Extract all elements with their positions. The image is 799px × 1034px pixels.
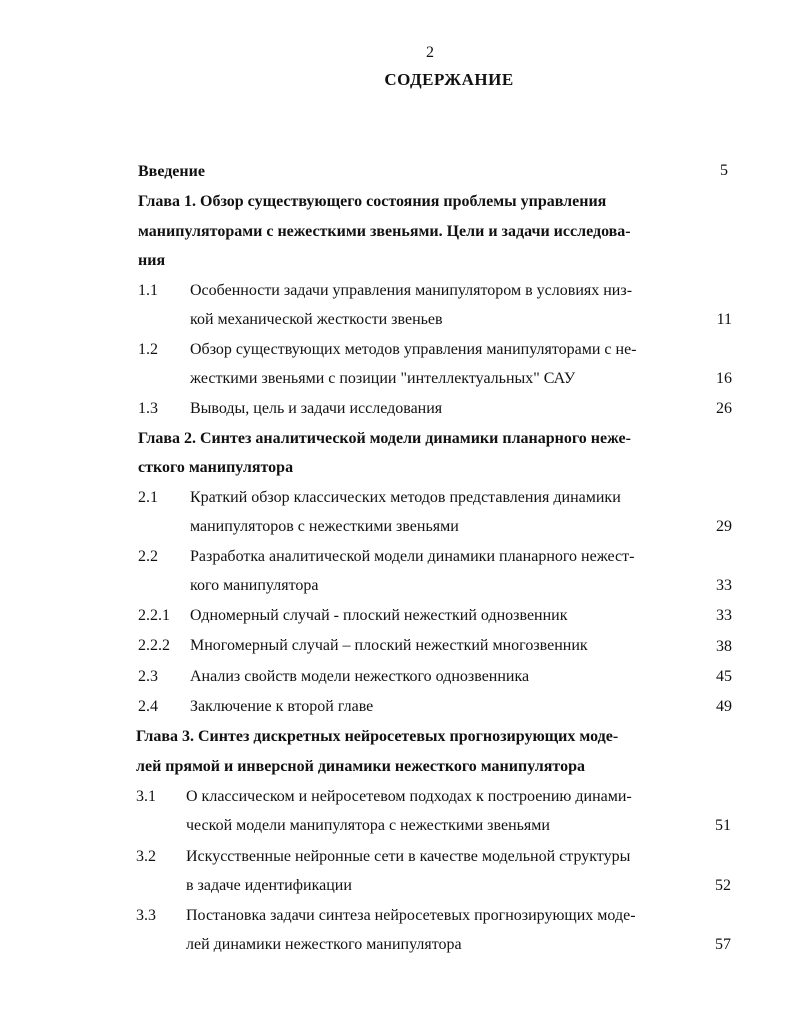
section-title-line: Разработка аналитической модели динамики планарного нежест- [190,548,635,565]
section-page: 29 [716,518,732,535]
section-number: 2.4 [138,698,158,715]
chapter-3-heading-line-2: лей прямой и инверсной динамики нежесткого манипулятора [136,758,585,775]
section-page: 38 [716,638,732,655]
chapter-2-heading-line-2: сткого манипулятора [138,459,294,476]
section-title-line: Одномерный случай - плоский нежесткий однозвенник [190,607,568,624]
section-number: 1.2 [138,341,158,358]
section-number: 2.2.1 [138,607,170,624]
section-number: 2.2.2 [138,637,170,654]
toc-intro-label: Введение [138,163,205,180]
section-title-line: Выводы, цель и задачи исследования [190,400,443,417]
section-number: 3.3 [136,907,156,924]
section-title-line: ческой модели манипулятора с нежесткими звеньями [186,817,550,834]
section-page: 57 [715,936,731,953]
section-page: 51 [715,817,731,834]
section-title-line: О классическом и нейросетевом подходах к построению динами- [186,788,632,805]
section-title-line: Анализ свойств модели нежесткого однозвенника [190,668,530,685]
chapter-1-heading-line-1: Глава 1. Обзор существующего состояния проблемы управления [138,193,607,210]
chapter-1-heading-line-2: манипуляторами с нежесткими звеньями. Цели и задачи исследова- [138,223,631,240]
chapter-3-heading-line-1: Глава 3. Синтез дискретных нейросетевых прогнозирующих моде- [136,728,619,745]
section-page: 33 [716,607,732,624]
section-number: 2.1 [138,489,158,506]
chapter-2-heading-line-1: Глава 2. Синтез аналитической модели динамики планарного неже- [138,430,631,447]
section-title-line: Искусственные нейронные сети в качестве модельной структуры [186,848,631,865]
section-title-line: Постановка задачи синтеза нейросетевых прогнозирующих моде- [186,907,636,924]
section-page: 26 [716,400,732,417]
section-title-line: манипуляторов с нежесткими звеньями [190,518,459,535]
section-title-line: Краткий обзор классических методов представления динамики [190,489,621,506]
section-page: 11 [716,311,732,328]
section-title-line: Многомерный случай – плоский нежесткий многозвенник [190,637,588,654]
toc-intro-page: 5 [720,162,728,179]
page-title: СОДЕРЖАНИЕ [384,70,514,89]
chapter-1-heading-line-3: ния [138,252,166,269]
section-number: 1.1 [138,282,158,299]
section-title-line: кого манипулятора [190,577,319,594]
section-title-line: Особенности задачи управления манипулятором в условиях низ- [190,282,633,299]
section-number: 3.2 [136,848,156,865]
section-number: 2.2 [138,548,158,565]
section-page: 45 [716,668,732,685]
section-page: 33 [716,577,732,594]
section-page: 52 [715,877,731,894]
section-page: 49 [716,698,732,715]
section-number: 2.3 [138,668,158,685]
section-number: 3.1 [136,788,156,805]
section-number: 1.3 [138,400,158,417]
section-title-line: лей динамики нежесткого манипулятора [186,936,462,953]
page-number: 2 [426,44,434,61]
section-title-line: Заключение к второй главе [190,698,374,715]
section-page: 16 [716,370,732,387]
section-title-line: жесткими звеньями с позиции "интеллектуальных" САУ [190,370,576,387]
section-title-line: Обзор существующих методов управления манипуляторами с не- [190,341,637,358]
section-title-line: кой механической жесткости звеньев [190,311,443,328]
section-title-line: в задаче идентификации [186,877,352,894]
